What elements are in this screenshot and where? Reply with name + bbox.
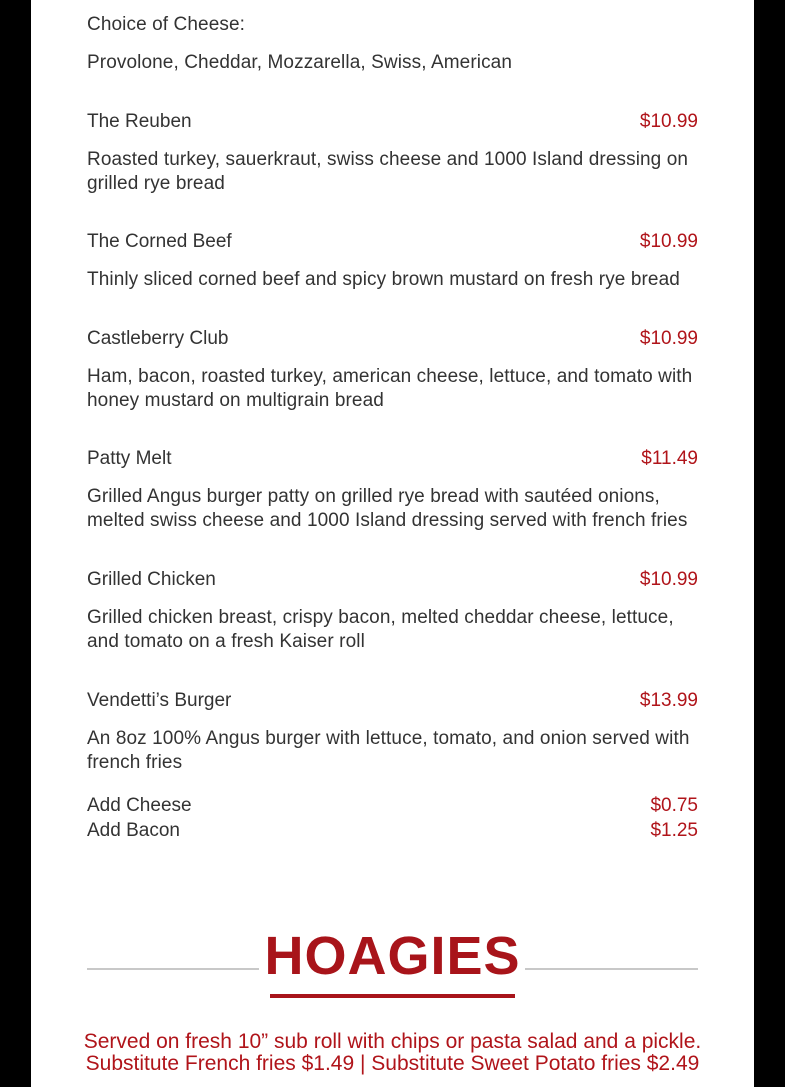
menu-item-grilled-chicken	[87, 568, 698, 592]
section-title-underline	[270, 994, 515, 998]
item-name: Patty Melt	[87, 448, 172, 469]
addon-name: Add Cheese	[87, 795, 192, 816]
menu-item-corned-beef	[87, 230, 698, 254]
item-price: $10.99	[639, 328, 698, 349]
menu-page	[31, 0, 754, 1087]
section-title: HOAGIES	[264, 926, 521, 986]
menu-item-castleberry-club	[87, 327, 698, 351]
menu-item-patty-melt	[87, 447, 698, 471]
addon-cheese	[87, 794, 698, 818]
addon-price: $1.25	[650, 820, 698, 841]
addon-bacon	[87, 819, 698, 843]
item-price: $11.49	[641, 448, 698, 469]
section-note: Served on fresh 10” sub roll with chips or pasta salad and a pickle. Substitute French fries $1.49 | Substitute Sweet Potato fries $2.49	[83, 1030, 702, 1075]
cheese-choice-title: Choice of Cheese:	[87, 14, 246, 35]
item-description: Grilled Angus burger patty on grilled rye bread with sautéed onions, melted swiss cheese and 1000 Island dressing served with french fries	[87, 486, 688, 531]
addon-name: Add Bacon	[87, 820, 180, 841]
item-price: $10.99	[639, 111, 698, 132]
item-description: An 8oz 100% Angus burger with lettuce, tomato, and onion served with french fries	[87, 728, 690, 773]
cheese-choice-options: Provolone, Cheddar, Mozzarella, Swiss, American	[87, 52, 513, 73]
menu-item-vendettis-burger	[87, 689, 698, 713]
item-name: The Reuben	[87, 111, 192, 132]
addon-price: $0.75	[650, 795, 698, 816]
item-name: Vendetti’s Burger	[87, 690, 232, 711]
item-description: Roasted turkey, sauerkraut, swiss cheese and 1000 Island dressing on grilled rye bread	[87, 149, 689, 194]
item-description: Thinly sliced corned beef and spicy brown mustard on fresh rye bread	[87, 269, 680, 290]
item-name: Grilled Chicken	[87, 569, 216, 590]
section-heading-hoagies	[87, 926, 698, 1006]
item-description: Grilled chicken breast, crispy bacon, melted cheddar cheese, lettuce, and tomato on a fresh Kaiser roll	[87, 607, 674, 652]
item-price: $13.99	[639, 690, 698, 711]
item-price: $10.99	[639, 231, 698, 252]
item-name: Castleberry Club	[87, 328, 229, 349]
item-price: $10.99	[639, 569, 698, 590]
menu-item-reuben	[87, 110, 698, 134]
item-description: Ham, bacon, roasted turkey, american cheese, lettuce, and tomato with honey mustard on multigrain bread	[87, 366, 693, 411]
item-name: The Corned Beef	[87, 231, 232, 252]
